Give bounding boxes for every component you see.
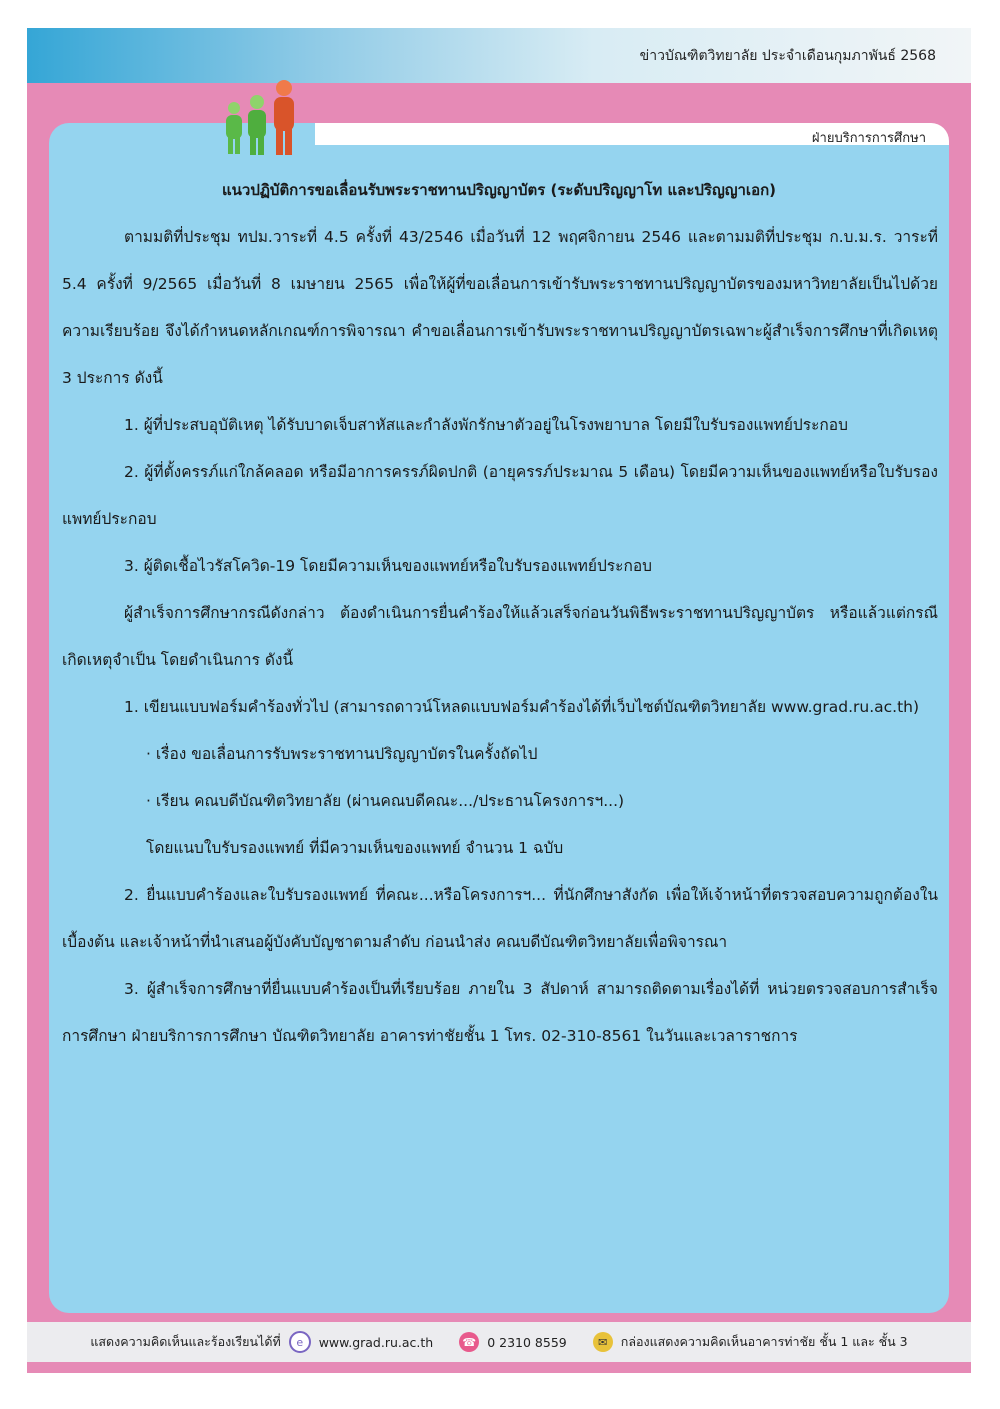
bullet-addressee: · เรียน คณบดีบัณฑิตวิทยาลัย (ผ่านคณบดีคณะ.../ประธานโครงการฯ...) <box>146 792 625 810</box>
case-item: 2. ผู้ที่ตั้งครรภ์แก่ใกล้คลอด หรือมีอาการครรภ์ผิดปกติ (อายุครรภ์ประมาณ 5 เดือน) โดยมีความเห็นของแพทย์หรือใบรับรองแพทย์ประกอบ <box>62 463 938 528</box>
comment-box-icon: ✉ <box>593 1332 613 1352</box>
procedure-intro: ผู้สำเร็จการศึกษากรณีดังกล่าว ต้องดำเนินการยื่นคำร้องให้แล้วเสร็จก่อนวันพิธีพระราชทานปริญญาบัตร หรือแล้วแต่กรณีเกิดเหตุจำเป็น โดยดำเนินการ ดังนี้ <box>62 604 938 669</box>
document-title: แนวปฏิบัติการขอเลื่อนรับพระราชทานปริญญาบัตร (ระดับปริญญาโท และปริญญาเอก) <box>221 181 777 199</box>
intro-paragraph: ตามมติที่ประชุม ทปม.วาระที่ 4.5 ครั้งที่ 43/2546 เมื่อวันที่ 12 พฤศจิกายน 2546 และตามมติที่ประชุม ก.บ.ม.ร. วาระที่ 5.4 ครั้งที่ 9/2565 เมื่อวันที่ 8 เมษายน 2565 เพื่อให้ผู้ที่ขอเลื่อนการเข้ารับพระราชทานปริญญาบัตรของมหาวิทยาลัยเป็นไปด้วยความเรียบร้อย จึงได้กำหนดหลักเกณฑ์การพิจารณา คำขอเลื่อนการเข้ารับพระราชทานปริญญาบัตรเฉพาะผู้สำเร็จการศึกษาที่เกิดเหตุ 3 ประการ ดังนี้ <box>62 228 938 387</box>
step-2: 2. ยื่นแบบคำร้องและใบรับรองแพทย์ ที่คณะ...หรือโครงการฯ... ที่นักศึกษาสังกัด เพื่อให้เจ้าหน้าที่ตรวจสอบความถูกต้องในเบื้องต้น และเจ้าหน้าที่นำเสนอผู้บังคับบัญชาตามลำดับ ก่อนนำส่ง คณบดีบัณฑิตวิทยาลัยเพื่อพิจารณา <box>62 886 938 951</box>
step-1: 1. เขียนแบบฟอร์มคำร้องทั่วไป (สามารถดาวน์โหลดแบบฟอร์มคำร้องได้ที่เว็บไซต์บัณฑิตวิทยาลัย www.grad.ru.ac.th) <box>124 698 920 716</box>
newsletter-title: ข่าวบัณฑิตวิทยาลัย ประจำเดือนกุมภาพันธ์ 2568 <box>639 48 936 64</box>
people-icon <box>212 78 312 158</box>
case-item: 3. ผู้ติดเชื้อไวรัสโควิด-19 โดยมีความเห็นของแพทย์หรือใบรับรองแพทย์ประกอบ <box>124 557 652 575</box>
phone-icon: ☎ <box>459 1332 479 1352</box>
footer-contact <box>27 1322 971 1362</box>
department-label: ฝ่ายบริการการศึกษา <box>811 131 926 146</box>
feedback-label: แสดงความคิดเห็นและร้องเรียนได้ที่ <box>90 1334 281 1349</box>
bullet-subject: · เรื่อง ขอเลื่อนการรับพระราชทานปริญญาบัตรในครั้งถัดไป <box>146 745 538 763</box>
step-3: 3. ผู้สำเร็จการศึกษาที่ยื่นแบบคำร้องเป็นที่เรียบร้อย ภายใน 3 สัปดาห์ สามารถติดตามเรื่องได้ที่ หน่วยตรวจสอบการสำเร็จการศึกษา ฝ่ายบริการการศึกษา บัณฑิตวิทยาลัย อาคารท่าชัยชั้น 1 โทร. 02-310-8561 ในวันและเวลาราชการ <box>62 980 938 1045</box>
attach-note: โดยแนบใบรับรองแพทย์ ที่มีความเห็นของแพทย์ จำนวน 1 ฉบับ <box>146 839 564 857</box>
case-item: 1. ผู้ที่ประสบอุบัติเหตุ ได้รับบาดเจ็บสาหัสและกำลังพักรักษาตัวอยู่ในโรงพยาบาล โดยมีใบรับรองแพทย์ประกอบ <box>124 416 848 434</box>
document-body <box>62 214 938 1060</box>
website-link[interactable]: www.grad.ru.ac.th <box>318 1334 434 1350</box>
phone-number: 0 2310 8559 <box>487 1334 567 1350</box>
globe-icon: e <box>289 1331 311 1353</box>
comment-box-label: กล่องแสดงความคิดเห็นอาคารท่าชัย ชั้น 1 และ ชั้น 3 <box>620 1334 908 1349</box>
